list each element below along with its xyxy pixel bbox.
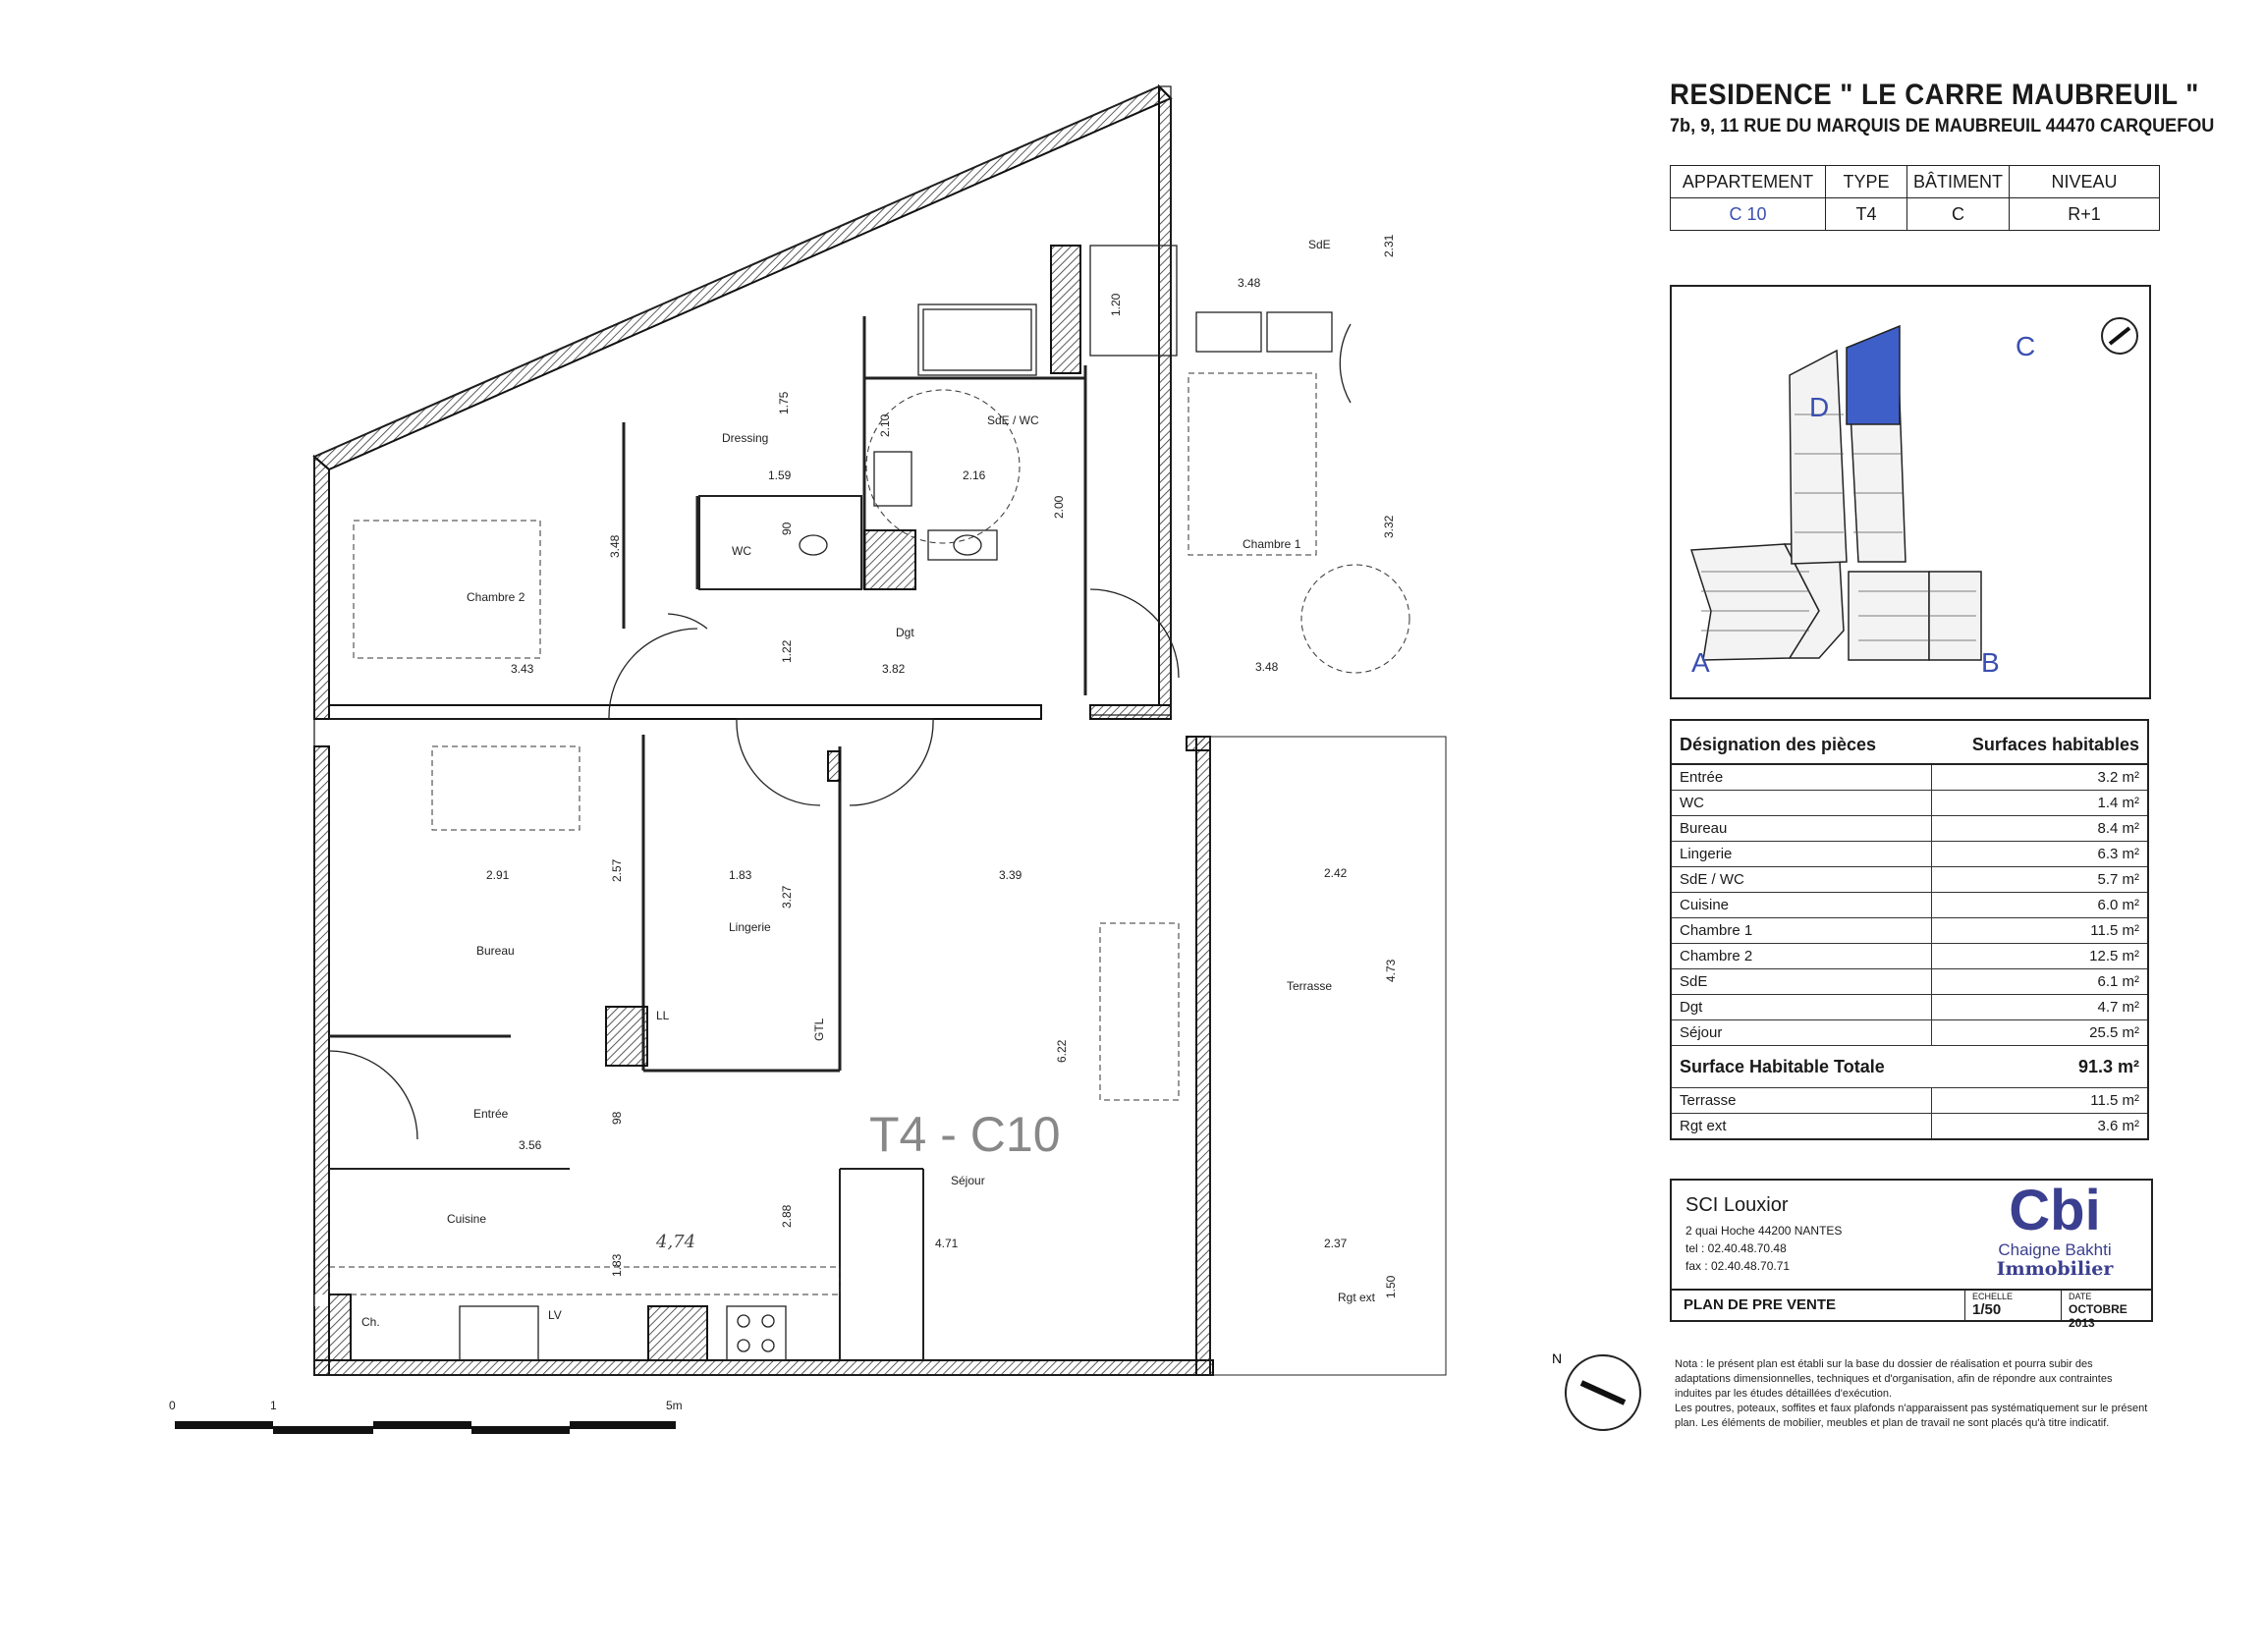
interior-walls — [314, 86, 1446, 1375]
dim-label: 2.31 — [1382, 234, 1396, 257]
dim-label: 1.50 — [1384, 1275, 1398, 1298]
company-fax: fax : 02.40.48.70.71 — [1685, 1259, 1791, 1273]
dim-label: 4.71 — [935, 1237, 959, 1250]
company-block — [1670, 1179, 2153, 1291]
dim-label: 1.22 — [780, 639, 794, 663]
dim-label: 2.10 — [878, 413, 892, 437]
dim-label: 3.27 — [780, 885, 794, 909]
room-name: SdE / WC — [1671, 867, 1932, 893]
logo-sub1: Chaigne Bakhti — [1998, 1240, 2112, 1259]
rooms-header-surface: Surfaces habitables — [1932, 720, 2148, 764]
keyplan-label-b: B — [1981, 647, 2000, 678]
dim-label: 2.88 — [780, 1204, 794, 1228]
room-surface: 6.0 m² — [1932, 893, 2148, 918]
value-appartement: C 10 — [1671, 198, 1826, 231]
dim-label: 2.16 — [963, 468, 986, 482]
value-type: T4 — [1826, 198, 1907, 231]
date-value: OCTOBRE 2013 — [2069, 1302, 2127, 1330]
room-name: SdE — [1671, 969, 1932, 995]
room-surface: 6.3 m² — [1932, 842, 2148, 867]
total-value: 91.3 m² — [1932, 1046, 2148, 1088]
dim-label: 3.43 — [511, 662, 534, 676]
room-labels — [361, 238, 1376, 1329]
room-name: Lingerie — [1671, 842, 1932, 867]
dim-label: 3.32 — [1382, 515, 1396, 538]
room-lingerie: Lingerie — [729, 920, 771, 934]
room-surface: 11.5 m² — [1932, 918, 2148, 944]
room-rgt-ext: Rgt ext — [1338, 1291, 1376, 1304]
plan-label: PLAN DE PRE VENTE — [1684, 1296, 1837, 1313]
company-name: SCI Louxior — [1685, 1194, 1789, 1216]
dim-label: 3.39 — [999, 868, 1022, 882]
extra-surface: 3.6 m² — [1932, 1114, 2148, 1140]
room-name: Chambre 1 — [1671, 918, 1932, 944]
dim-label: 2.37 — [1324, 1237, 1348, 1250]
dim-label: 2.00 — [1052, 495, 1066, 519]
room-chambre1: Chambre 1 — [1243, 537, 1301, 551]
extra-surface: 11.5 m² — [1932, 1088, 2148, 1114]
dim-label: 2.91 — [486, 868, 510, 882]
room-name: Entrée — [1671, 764, 1932, 791]
legal-note — [1675, 1357, 2148, 1431]
room-dgt: Dgt — [896, 626, 914, 639]
room-surface: 8.4 m² — [1932, 816, 2148, 842]
header-type: TYPE — [1826, 166, 1907, 198]
room-name: Chambre 2 — [1671, 944, 1932, 969]
room-cuisine: Cuisine — [447, 1212, 487, 1226]
dim-label: 1.20 — [1109, 293, 1123, 316]
dim-label: 3.48 — [1238, 276, 1261, 290]
room-name: Séjour — [1671, 1020, 1932, 1046]
scale-label: ECHELLE — [1972, 1292, 2014, 1301]
scale-zero: 0 — [169, 1399, 176, 1412]
room-name: Cuisine — [1671, 893, 1932, 918]
room-sde: SdE — [1308, 238, 1331, 251]
room-name: Dgt — [1671, 995, 1932, 1020]
header-appartement: APPARTEMENT — [1671, 166, 1826, 198]
dim-label: 90 — [780, 522, 794, 535]
scale-one: 1 — [270, 1399, 277, 1412]
total-label: Surface Habitable Totale — [1671, 1046, 1932, 1088]
scale-bar — [169, 1399, 683, 1434]
dim-label: 3.82 — [882, 662, 906, 676]
company-tel: tel : 02.40.48.70.48 — [1685, 1241, 1787, 1255]
dim-label: 1.83 — [610, 1253, 624, 1277]
rooms-header-name: Désignation des pièces — [1671, 720, 1932, 764]
header-niveau: NIVEAU — [2010, 166, 2160, 198]
keyplan-label-d: D — [1809, 392, 1830, 422]
residence-address: 7b, 9, 11 RUE DU MARQUIS DE MAUBREUIL 44470 CARQUEFOU — [1670, 116, 2215, 137]
dim-label: 6.22 — [1055, 1039, 1069, 1063]
rooms-table — [1670, 719, 2149, 1140]
residence-title: RESIDENCE " LE CARRE MAUBREUIL " — [1670, 79, 2199, 111]
compass-icon — [1542, 1336, 1650, 1444]
keyplan-compass-icon — [2102, 318, 2137, 354]
extra-name: Rgt ext — [1671, 1114, 1932, 1140]
unit-label: T4 - C10 — [869, 1107, 1061, 1162]
logo-text: Cbi — [2009, 1179, 2101, 1242]
header-batiment: BÂTIMENT — [1907, 166, 2010, 198]
room-surface: 5.7 m² — [1932, 867, 2148, 893]
label-lv: LV — [548, 1308, 562, 1322]
room-wc: WC — [732, 544, 751, 558]
room-surface: 6.1 m² — [1932, 969, 2148, 995]
room-surface: 12.5 m² — [1932, 944, 2148, 969]
scale-five: 5m — [666, 1399, 683, 1412]
note-line-2: Les poutres, poteaux, soffites et faux plafonds n'apparaissent pas systématiquement sur le présent plan. Les éléments de mobilier, meubles et plan de travail ne sont placés qu'à titre indicatif. — [1675, 1403, 2148, 1429]
key-plan — [1670, 285, 2151, 699]
scale-value: 1/50 — [1972, 1301, 2002, 1318]
dim-label: 3.48 — [608, 534, 622, 558]
keyplan-label-a: A — [1691, 647, 1710, 678]
dim-label: 1.83 — [729, 868, 752, 882]
date-label: DATE — [2069, 1292, 2092, 1301]
dim-label: 1.59 — [768, 468, 792, 482]
keyplan-label-c: C — [2016, 331, 2036, 361]
extra-name: Terrasse — [1671, 1088, 1932, 1114]
room-sde-wc: SdE / WC — [987, 413, 1039, 427]
room-surface: 25.5 m² — [1932, 1020, 2148, 1046]
label-ll: LL — [656, 1009, 670, 1022]
dim-label: 4.73 — [1384, 959, 1398, 982]
dim-label: 1.75 — [777, 391, 791, 414]
dim-label: 3.48 — [1255, 660, 1279, 674]
cbi-logo — [1966, 1181, 2143, 1279]
room-terrasse: Terrasse — [1287, 979, 1333, 993]
logo-sub2: Immobilier — [1996, 1258, 2114, 1280]
room-sejour: Séjour — [951, 1174, 985, 1187]
room-surface: 1.4 m² — [1932, 791, 2148, 816]
room-name: WC — [1671, 791, 1932, 816]
room-dressing: Dressing — [722, 431, 769, 445]
note-line-1: Nota : le présent plan est établi sur la base du dossier de réalisation et pourra subir des adaptations dimensionnelles, techniques et d'organisation, afin de répondre aux contraintes induites par les études détaillées d'exécution. — [1675, 1358, 2113, 1400]
label-gtl: GTL — [812, 1018, 826, 1041]
handwritten-note: 4,74 — [656, 1232, 696, 1252]
room-bureau: Bureau — [476, 944, 515, 958]
label-ch: Ch. — [361, 1315, 380, 1329]
value-batiment: C — [1907, 198, 2010, 231]
value-niveau: R+1 — [2010, 198, 2160, 231]
room-chambre2: Chambre 2 — [467, 590, 525, 604]
room-entree: Entrée — [473, 1107, 509, 1121]
room-surface: 4.7 m² — [1932, 995, 2148, 1020]
dim-label: 3.56 — [519, 1138, 542, 1152]
apartment-info-table — [1670, 165, 2160, 231]
room-name: Bureau — [1671, 816, 1932, 842]
footer-block — [1670, 1289, 2153, 1330]
dim-label: 2.57 — [610, 858, 624, 882]
room-surface: 3.2 m² — [1932, 764, 2148, 791]
north-label: N — [1552, 1350, 1563, 1366]
dim-label: 98 — [610, 1111, 624, 1125]
company-address: 2 quai Hoche 44200 NANTES — [1685, 1224, 1843, 1238]
dim-label: 2.42 — [1324, 866, 1348, 880]
